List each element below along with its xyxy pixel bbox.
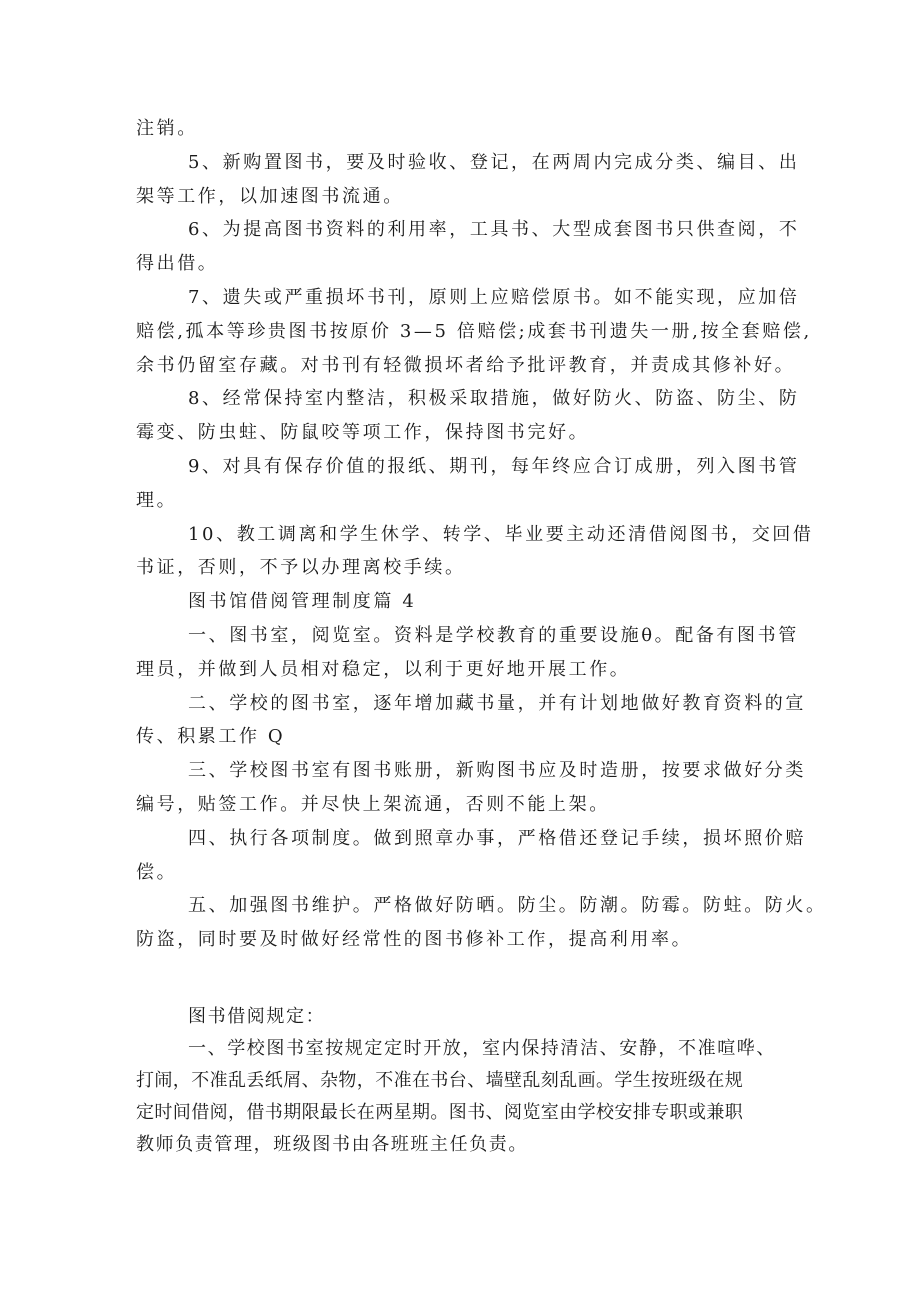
text-line: 10、教工调离和学生休学、转学、毕业要主动还清借阅图书，交回借 xyxy=(188,523,814,545)
text-line: 架等工作，以加速图书流通。 xyxy=(136,185,404,207)
text-line: 定时间借阅，借书期限最长在两星期。图书、阅览室由学校安排专职或兼职 xyxy=(136,1101,744,1123)
text-line: 五、加强图书维护。严格做好防晒。防尘。防潮。防霉。防蛀。防火。 xyxy=(188,895,827,917)
text-line: 打闹，不准乱丢纸屑、杂物，不准在书台、墙壁乱刻乱画。学生按班级在规 xyxy=(136,1069,744,1091)
text-line: 传、积累工作 Q xyxy=(136,726,286,748)
text-line: 9、对具有保存价值的报纸、期刊，每年终应合订成册，列入图书管 xyxy=(188,455,800,477)
section-gap xyxy=(136,957,791,1001)
text-line: 得出借。 xyxy=(136,253,219,275)
text-line: 教师负责管理，班级图书由各班班主任负责。 xyxy=(136,1133,528,1155)
text-line: 图书馆借阅管理制度篇 4 xyxy=(188,591,417,613)
text-line: 理。 xyxy=(136,489,178,511)
text-line: 二、学校的图书室，逐年增加藏书量，并有计划地做好教育资料的宣 xyxy=(188,692,806,714)
text-line: 8、经常保持室内整洁，积极采取措施，做好防火、防盗、防尘、防 xyxy=(188,388,800,410)
text-line: 一、图书室，阅览室。资料是学校教育的重要设施θ。配备有图书管 xyxy=(188,624,799,646)
borrowing-rules-section xyxy=(136,1001,791,1161)
text-line: 三、学校图书室有图书账册，新购图书应及时造册，按要求做好分类 xyxy=(188,760,806,782)
text-line: 7、遗失或严重损坏书刊，原则上应赔偿原书。如不能实现，应加倍 xyxy=(188,286,800,308)
text-line: 理员，并做到人员相对稳定，以利于更好地开展工作。 xyxy=(136,658,631,680)
document-page xyxy=(136,112,827,1161)
text-line: 偿。 xyxy=(136,861,178,883)
text-line: 5、新购置图书，要及时验收、登记，在两周内完成分类、编目、出 xyxy=(188,151,800,173)
regulations-section xyxy=(136,112,827,957)
text-line: 编号，贴签工作。并尽快上架流通，否则不能上架。 xyxy=(136,793,610,815)
text-line: 防盗，同时要及时做好经常性的图书修补工作，提高利用率。 xyxy=(136,929,693,951)
text-line: 注销。 xyxy=(136,118,198,139)
text-line: 6、为提高图书资料的利用率，工具书、大型成套图书只供查阅，不 xyxy=(188,219,800,241)
text-line: 赔偿,孤本等珍贵图书按原价 3—5 倍赔偿;成套书刊遗失一册,按全套赔偿, xyxy=(136,320,812,342)
text-line: 图书借阅规定： xyxy=(188,1005,326,1027)
text-line: 一、学校图书室按规定定时开放，室内保持清洁、安静，不准喧哗、 xyxy=(188,1037,776,1059)
text-line: 余书仍留室存藏。对书刊有轻微损坏者给予批评教育，并责成其修补好。 xyxy=(136,354,796,376)
text-line: 书证，否则，不予以办理离校手续。 xyxy=(136,557,466,579)
text-line: 四、执行各项制度。做到照章办事，严格借还登记手续，损坏照价赔 xyxy=(188,827,806,849)
text-line: 霉变、防虫蛀、防鼠咬等项工作，保持图书完好。 xyxy=(136,422,590,444)
